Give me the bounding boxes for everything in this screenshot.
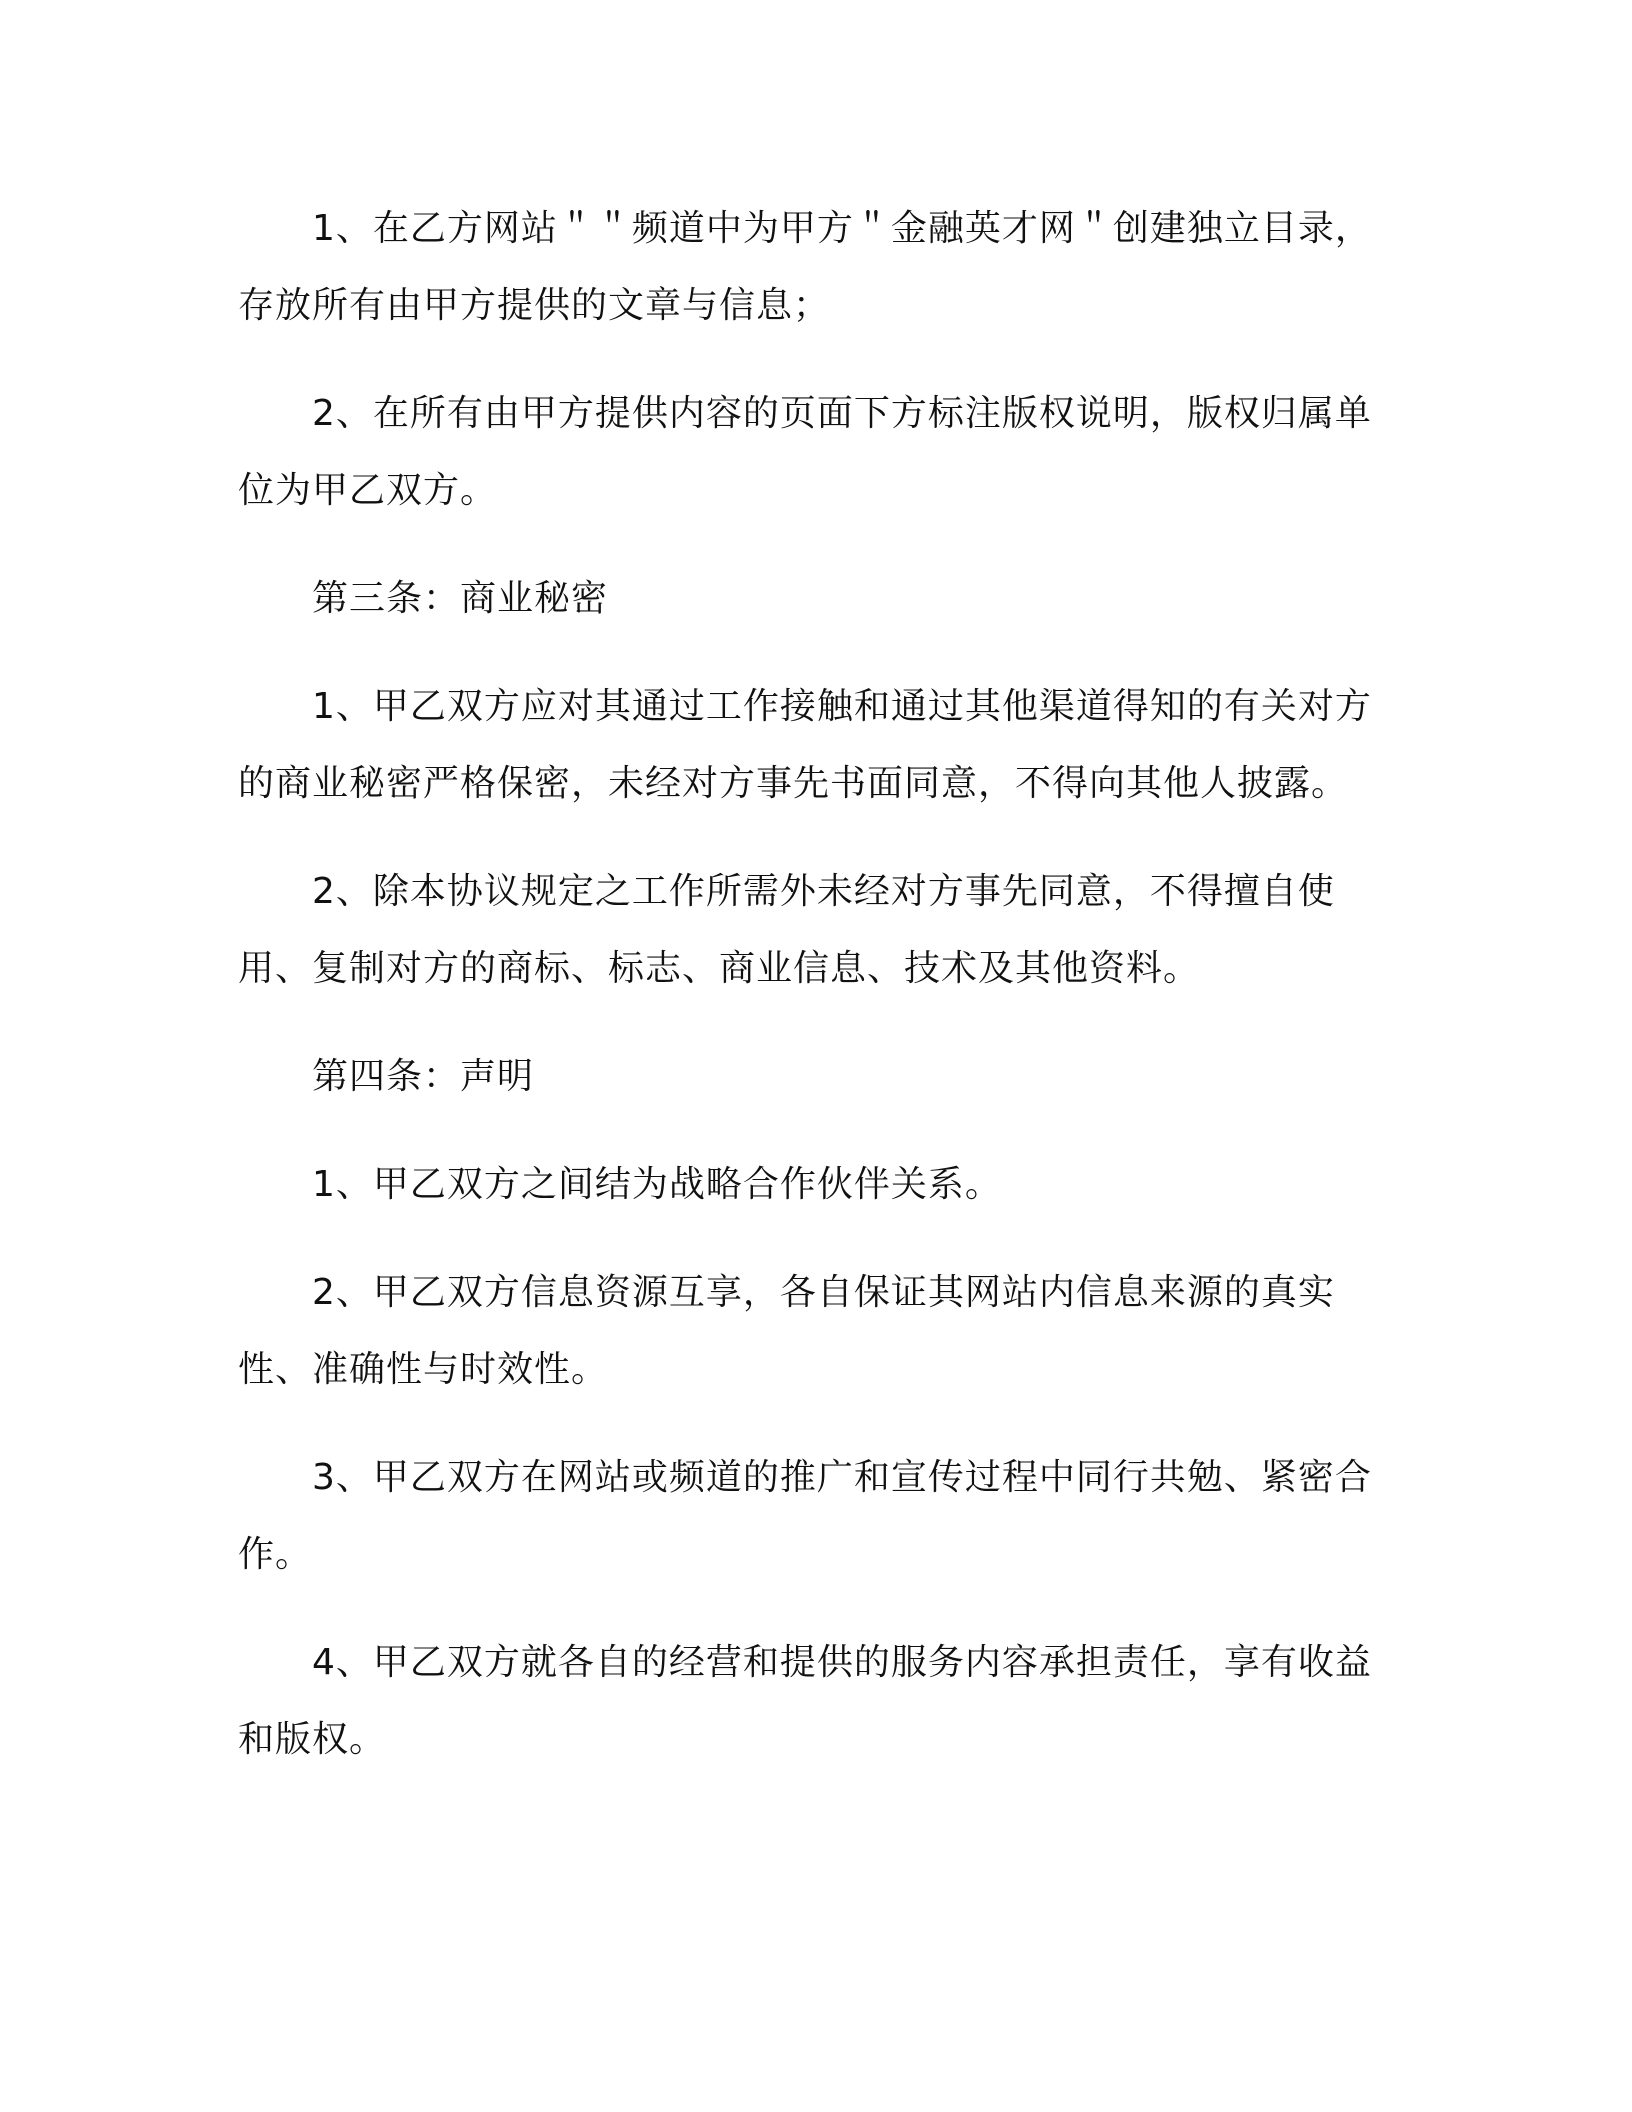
clause-4-item-4: 4、甲乙双方就各自的经营和提供的服务内容承担责任，享有收益和版权。 bbox=[238, 1642, 1372, 1760]
clause-4-item-1: 1、甲乙双方之间结为战略合作伙伴关系。 bbox=[312, 1164, 1002, 1205]
clause-2-item-2: 2、在所有由甲方提供内容的页面下方标注版权说明，版权归属单位为甲乙双方。 bbox=[238, 393, 1372, 511]
section-heading-statement: 第四条：声明 bbox=[312, 1056, 535, 1097]
document-body bbox=[238, 190, 1398, 1809]
section-heading-trade-secrets: 第三条：商业秘密 bbox=[312, 578, 609, 619]
clause-4-item-3: 3、甲乙双方在网站或频道的推广和宣传过程中同行共勉、紧密合作。 bbox=[238, 1457, 1372, 1575]
clause-2-item-1: 1、在乙方网站＂＂频道中为甲方＂金融英才网＂创建独立目录，存放所有由甲方提供的文章与信息； bbox=[238, 208, 1372, 326]
clause-4-item-2: 2、甲乙双方信息资源互享，各自保证其网站内信息来源的真实性、准确性与时效性。 bbox=[238, 1272, 1335, 1390]
clause-3-item-2: 2、除本协议规定之工作所需外未经对方事先同意，不得擅自使用、复制对方的商标、标志、商业信息、技术及其他资料。 bbox=[238, 871, 1335, 989]
clause-3-item-1: 1、甲乙双方应对其通过工作接触和通过其他渠道得知的有关对方的商业秘密严格保密，未经对方事先书面同意，不得向其他人披露。 bbox=[238, 686, 1372, 804]
